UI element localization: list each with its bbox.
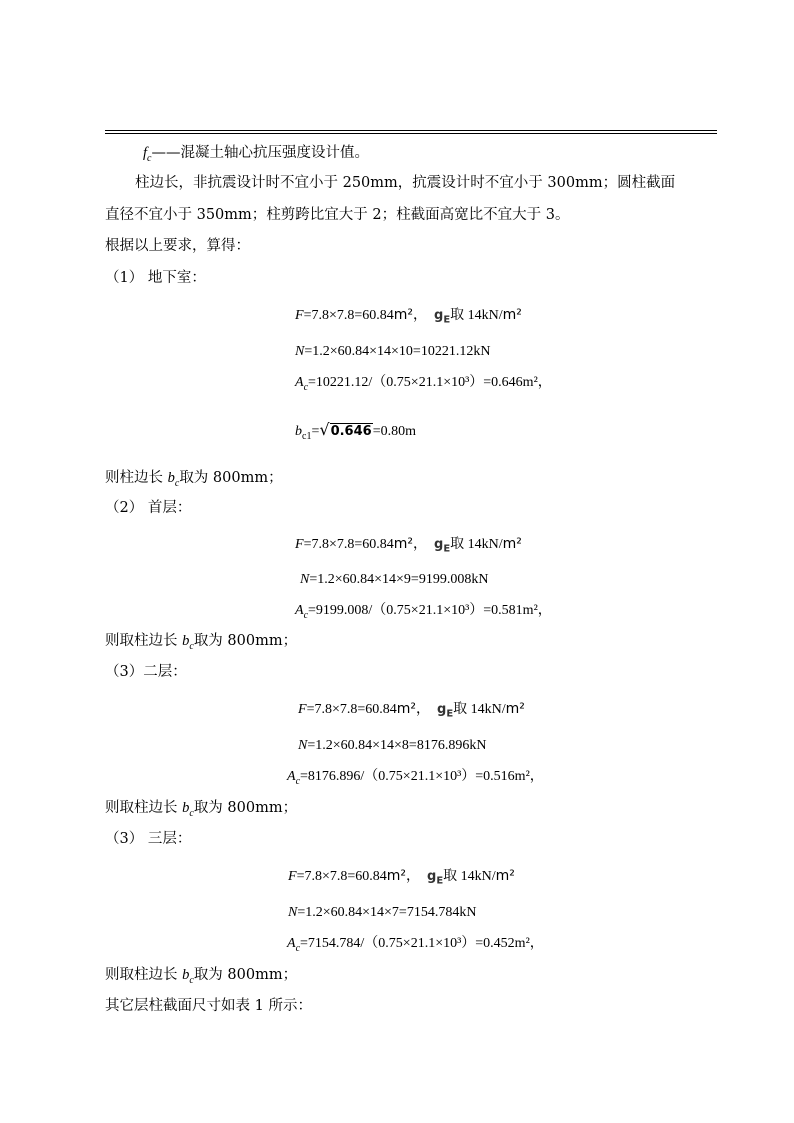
section-3-heading: （3）二层： — [105, 664, 187, 680]
section-1-conclusion: 则柱边长 $b_c$取为 800mm； — [105, 470, 283, 489]
section-4-formula-F: F=7.8×7.8=60.84m²， $g_E$取 14kN/m² — [288, 868, 515, 887]
section-3-formula-F: F=7.8×7.8=60.84m²， $g_E$取 14kN/m² — [298, 701, 525, 720]
section-4-heading: （3） 三层： — [105, 831, 192, 847]
square-root-icon: √0.646 — [319, 420, 372, 439]
paragraph-2: 根据以上要求，算得： — [105, 238, 250, 254]
paragraph-1-line-1: 柱边长，非抗震设计时不宜小于 250mm，抗震设计时不宜小于 300mm；圆柱截面 — [135, 175, 676, 191]
section-4-formula-Ac: $A_c=7154.784/(0.75\times 21.1\times 10^3)=0.452m^2$， — [287, 936, 544, 954]
footer-text: 其它层柱截面尺寸如表 1 所示： — [105, 998, 312, 1014]
fc-definition: $f_c——$混凝土轴心抗压强度设计值。 — [143, 145, 369, 164]
section-2-conclusion: 则取柱边长 $b_c$取为 800mm； — [105, 633, 298, 652]
header-rule-top — [105, 130, 717, 131]
section-1-formula-bc: $b_{c1}=√0.646=0.80m$ — [295, 420, 416, 442]
section-1-heading: （1） 地下室： — [105, 270, 206, 286]
section-1-formula-Ac: $A_c=10221.12/(0.75\times 21.1\times 10^3)=0.646m^2$， — [295, 375, 552, 393]
section-2-formula-Ac: $A_c=9199.008/(0.75\times 21.1\times 10^3)=0.581m^2$， — [295, 603, 552, 621]
section-4-conclusion: 则取柱边长 $b_c$取为 800mm； — [105, 967, 298, 986]
header-rule-bottom — [105, 133, 717, 134]
section-2-formula-F: F=7.8×7.8=60.84m²， $g_E$取 14kN/m² — [295, 536, 522, 555]
section-2-heading: （2） 首层： — [105, 500, 192, 516]
section-2-formula-N: N=1.2×60.84×14×9=9199.008kN — [300, 572, 489, 587]
section-1-formula-N: N=1.2×60.84×14×10=10221.12kN — [295, 344, 491, 359]
section-3-conclusion: 则取柱边长 $b_c$取为 800mm； — [105, 800, 298, 819]
paragraph-1-line-2: 直径不宜小于 350mm；柱剪跨比宜大于 2；柱截面高宽比不宜大于 3。 — [105, 207, 570, 223]
section-4-formula-N: N=1.2×60.84×14×7=7154.784kN — [288, 905, 477, 920]
section-1-formula-F: F=7.8×7.8=60.84m²， $g_E$取 14kN/m² — [295, 307, 522, 326]
section-3-formula-N: N=1.2×60.84×14×8=8176.896kN — [298, 738, 487, 753]
section-3-formula-Ac: $A_c=8176.896/(0.75\times 21.1\times 10^3)=0.516m^2$， — [287, 769, 544, 787]
